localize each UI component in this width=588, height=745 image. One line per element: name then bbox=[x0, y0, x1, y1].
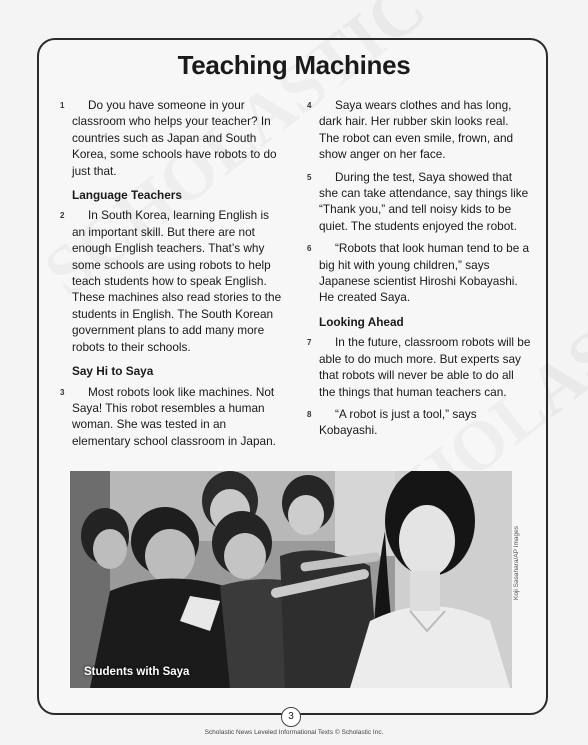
page-number: 3 bbox=[281, 707, 301, 727]
photo-students-with-robot bbox=[70, 471, 512, 688]
heading-say-hi-to-saya: Say Hi to Saya bbox=[72, 364, 154, 379]
paragraph-3: 3 Most robots look like machines. Not Saya! This robot resembles a human woman. She was tested in an elementary school classroom in Japan. bbox=[60, 384, 276, 448]
paragraph-2: 2 In South Korea, learning English is an important skill. But there are not enough English teachers. That’s why some schools are using robots to help teach students how to speak English. These machines also read stories to the students in English. The South Korean government plans to add many more robots to their schools. bbox=[60, 208, 282, 354]
photo-credit: Koji Sasahara/AP Images bbox=[513, 526, 520, 600]
paragraph-7: 7 In the future, classroom robots will be able to do much more. But experts say that robots will never be able to do all the things that human teachers can. bbox=[307, 335, 531, 399]
photo-illustration bbox=[70, 471, 512, 688]
paragraph-4: 4 Saya wears clothes and has long, dark hair. Her rubber skin looks real. The robot can even smile, frown, and show anger on her face. bbox=[307, 98, 514, 162]
right-column bbox=[307, 97, 531, 445]
heading-looking-ahead: Looking Ahead bbox=[319, 314, 404, 329]
page-title: Teaching Machines bbox=[177, 50, 411, 80]
paragraph-5: 5 During the test, Saya showed that she can take attendance, say things like “Thank you,” and tell noisy kids to be quiet. The students enjoyed the robot. bbox=[307, 169, 529, 233]
paragraph-6: 6 “Robots that look human tend to be a big hit with young children,” says Japanese scientist Hiroshi Kobayashi. He created Saya. bbox=[307, 241, 530, 305]
heading-language-teachers: Language Teachers bbox=[72, 188, 182, 203]
paragraph-8: 8 “A robot is just a tool,” says Kobayashi. bbox=[307, 406, 477, 438]
paragraph-1: 1 Do you have someone in your classroom who helps your teacher? In countries such as Japan and South Korea, some schools have robots to do just that. bbox=[60, 98, 277, 178]
left-column bbox=[60, 97, 284, 455]
photo-caption: Students with Saya bbox=[84, 666, 190, 678]
footer-copyright: Scholastic News Leveled Informational Texts © Scholastic Inc. bbox=[204, 729, 384, 736]
